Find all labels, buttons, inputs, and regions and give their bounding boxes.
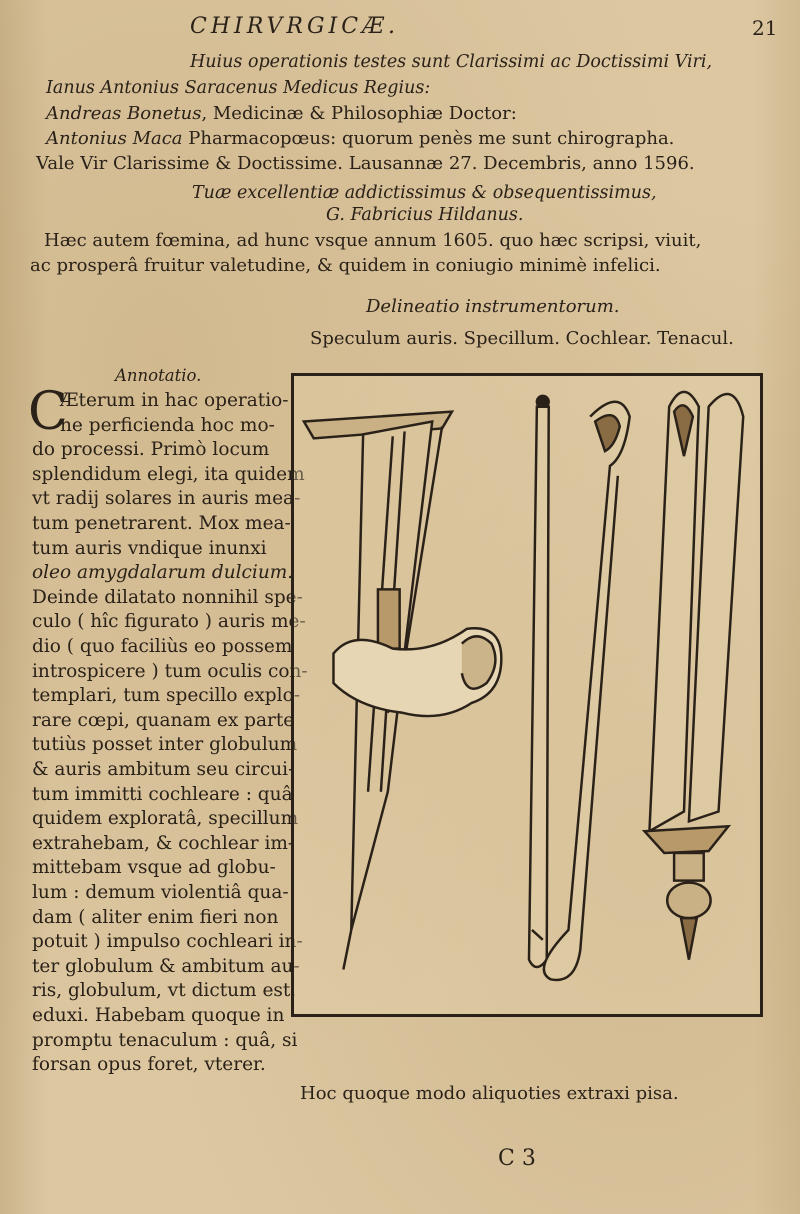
annotatio-line: ne perficienda hoc mo- [60,414,275,436]
annotatio-line: mittebam vsque ad globu- [32,857,276,879]
paragraph-line-1: Hæc autem fœmina, ad hunc vsque annum 1605. quo hæc scripsi, viuit, [44,230,702,251]
annotatio-line: vt radij solares in auris mea- [32,488,301,510]
annotatio-line: templari, tum specillo explo- [32,685,300,707]
annotatio-line: Deinde dilatato nonnihil spe- [32,586,303,608]
witness-3-name: Antonius Maca [46,128,183,149]
annotatio-line: ter globulum & ambitum au- [32,955,300,977]
annotatio-line: Æterum in hac operatio- [60,390,289,411]
annotatio-line: dio ( quo faciliùs eo possem [32,636,293,657]
witness-3 [46,130,674,148]
annotatio-line: extrahebam, & cochlear im- [32,832,295,854]
closing: Tuæ excellentiæ addictissimus & obsequentissimus, [192,183,657,203]
figure-title: Delineatio instrumentorum. [366,296,620,317]
final-line: Hoc quoque modo aliquoties extraxi pisa. [300,1083,679,1104]
annotatio-line: & auris ambitum seu circui- [32,759,295,780]
annotatio-line: forsan opus foret, vterer. [32,1054,266,1076]
annotatio-line: tutiùs posset inter globulum [32,734,298,756]
cochlear-drawing [544,402,630,980]
dropcap: C [28,382,68,442]
letter-signature: G. Fabricius Hildanus. [326,205,524,225]
paragraph-line-2: ac prosperâ fruitur valetudine, & quidem in coniugio minimè infelici. [30,255,661,276]
annotatio-line: eduxi. Habebam quoque in [32,1005,285,1026]
annotatio-line: quidem exploratâ, specillum [32,808,299,830]
annotatio-line: promptu tenaculum : quâ, si [32,1029,298,1051]
annotatio-line: oleo amygdalarum dulcium. [32,562,294,584]
annotatio-line: potuit ) impulso cochleari in- [32,931,303,953]
annotatio-line: tum penetrarent. Mox mea- [32,513,291,534]
witness-1: Ianus Antonius Saracenus Medicus Regius: [46,78,431,98]
valediction: Vale Vir Clarissime & Doctissime. Lausannæ 27. Decembris, anno 1596. [36,153,695,174]
annotatio-line: dam ( aliter enim fieri non [32,906,279,928]
tenaculum-drawing [644,392,743,960]
running-head: CHIRVRGICÆ. [190,14,400,39]
annotatio-line: lum : demum violentiâ qua- [32,882,289,903]
witness-2-rest: , Medicinæ & Philosophiæ Doctor: [201,103,517,124]
witness-3-rest: Pharmacopœus: quorum penès me sunt chirographa. [182,128,675,149]
figure-labels: Speculum auris. Specillum. Cochlear. Tenacul. [310,328,734,349]
annotatio-line: tum immitti cochleare : quâ [32,783,293,805]
annotatio-line: ris, globulum, vt dictum est, [32,980,297,1002]
annotatio-line: introspicere ) tum oculis con- [32,660,308,682]
instruments-engraving [294,376,760,1014]
annotatio-line: rare cœpi, quanam ex parte [32,709,295,731]
speculum-auris-drawing [304,412,501,970]
annotatio-line: culo ( hîc figurato ) auris me- [32,611,306,633]
signature-mark: C 3 [498,1146,536,1171]
instrument-plate [291,373,763,1017]
witness-2-name: Andreas Bonetus [46,103,202,124]
page-number: 21 [752,16,778,40]
specillum-drawing [529,396,549,967]
annotatio-line: splendidum elegi, ita quidem [32,463,305,485]
annotatio-title: Annotatio. [115,366,202,385]
witness-2 [46,105,517,123]
annotatio-line: do processi. Primò locum [32,439,270,461]
annotatio-line: tum auris vndique inunxi [32,537,267,559]
witnesses-intro: Huius operationis testes sunt Clarissimi ac Doctissimi Viri, [190,52,713,72]
